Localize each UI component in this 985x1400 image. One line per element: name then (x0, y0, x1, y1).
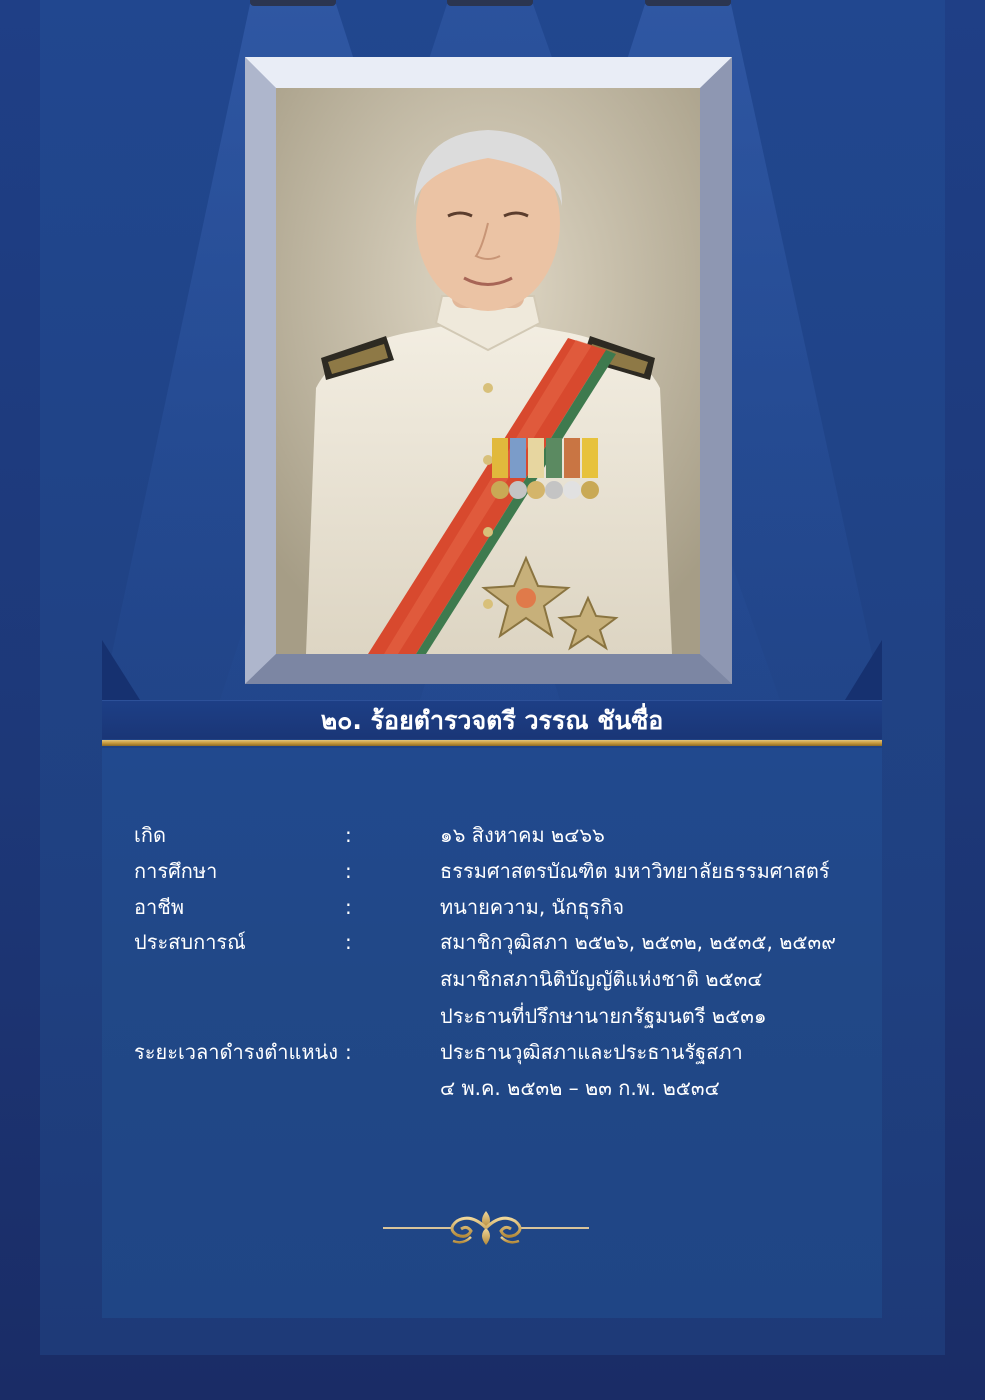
row-label: อาชีพ (134, 895, 184, 919)
ornament-divider-icon (383, 1203, 589, 1253)
row-value: ประธานวุฒิสภาและประธานรัฐสภา (440, 1040, 743, 1064)
info-row-experience-2 (0, 963, 985, 995)
row-label: ระยะเวลาดำรงตำแหน่ง (134, 1040, 338, 1064)
portrait-illustration (276, 88, 700, 654)
info-row-term (0, 1036, 985, 1068)
row-value: ๔ พ.ค. ๒๕๓๒ – ๒๓ ก.พ. ๒๕๓๔ (440, 1076, 720, 1100)
row-value: สมาชิกวุฒิสภา ๒๕๒๖, ๒๕๓๒, ๒๕๓๕, ๒๕๓๙ (440, 930, 836, 954)
row-value: ประธานที่ปรึกษานายกรัฐมนตรี ๒๕๓๑ (440, 1004, 767, 1028)
row-colon: : (345, 859, 352, 883)
info-row-education (0, 855, 985, 887)
row-value: สมาชิกสภานิติบัญญัติแห่งชาติ ๒๕๓๔ (440, 967, 763, 991)
gold-divider (102, 740, 882, 746)
page-title: ๒๐. ร้อยตำรวจตรี วรรณ ชันซื่อ (320, 706, 664, 735)
row-value: ทนายความ, นักธุรกิจ (440, 895, 625, 919)
row-value: ๑๖ สิงหาคม ๒๔๖๖ (440, 823, 605, 847)
spotlight-lamp (645, 0, 731, 6)
row-colon: : (345, 895, 352, 919)
row-colon: : (345, 823, 352, 847)
info-row-experience-3 (0, 1000, 985, 1032)
row-label: ประสบการณ์ (134, 930, 246, 954)
info-row-occupation (0, 891, 985, 923)
spotlight-lamp (447, 0, 533, 6)
row-label: การศึกษา (134, 859, 218, 883)
info-row-birth (0, 819, 985, 851)
info-row-experience (0, 926, 985, 958)
spotlight-lamp (250, 0, 336, 6)
info-row-term-2 (0, 1072, 985, 1104)
row-colon: : (345, 930, 352, 954)
row-value: ธรรมศาสตรบัณฑิต มหาวิทยาลัยธรรมศาสตร์ (440, 859, 830, 883)
row-colon: : (345, 1040, 352, 1064)
row-label: เกิด (134, 823, 166, 847)
portrait-image (276, 88, 700, 654)
